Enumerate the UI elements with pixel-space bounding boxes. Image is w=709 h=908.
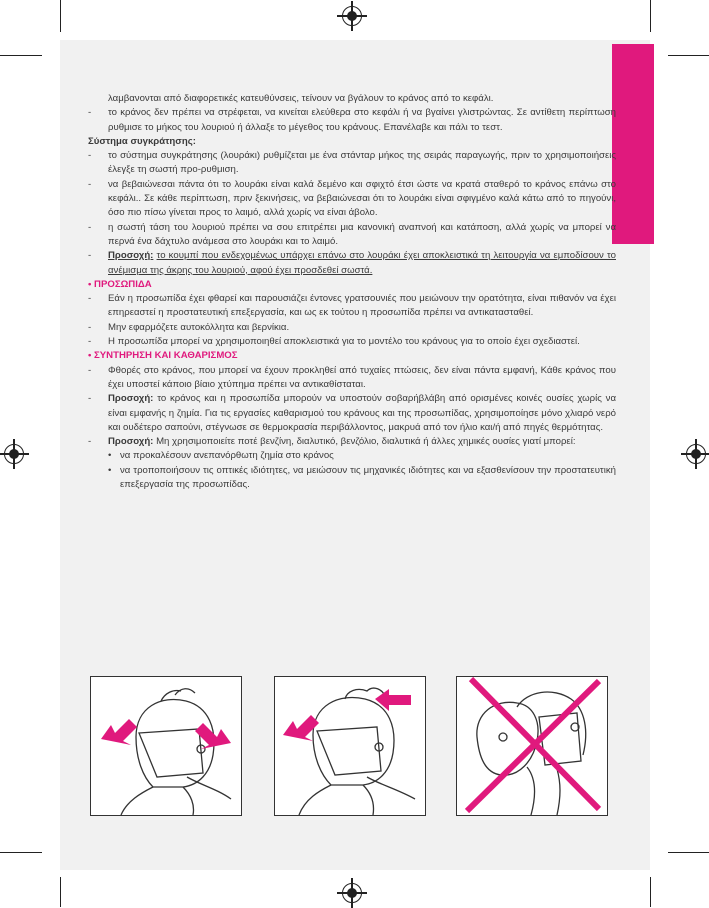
helmet-illustration-icon (91, 677, 241, 815)
list-item-warning: - Προσοχή: το κράνος και η προσωπίδα μπορούν να υποστούν σοβαρήβλάβη από ορισμένες κοινές ουσίες χωρίς να είναι εμφανής η ζημία. Για τις εργασίες καθαρισμού του κράνους και της προσωπίδας, χρησιμοποίησε μόνο χλιαρό νερό και ουδέτερο σαπούνι, στέγνωσε σε θερμοκρασία περιβάλλοντος, μακρυά από τον ήλιο και/ή από πηγές θερμότητας. (88, 393, 616, 433)
body-text (88, 92, 616, 492)
section-tab (612, 44, 654, 244)
crop-mark (60, 877, 61, 907)
list-item-warning: - Προσοχή: Μη χρησιμοποιείτε ποτέ βενζίνη, διαλυτικό, βενζόλιο, διαλυτικά ή άλλες χημικές ουσίες γιατί μπορεί: (88, 436, 576, 448)
list-item: - το σύστημα συγκράτησης (λουράκι) ρυθμίζεται με ένα στάνταρ μήκος της σειράς παραγωγής, πριν το χρησιμοποιήσεις έλεγξε τη σωστή προ-ρυθμιση. (88, 150, 616, 176)
sub-list-item: • να τροποποιήσουν τις οπτικές ιδιότητες, να μειώσουν τις μηχανικές ιδιότητες και να εξασθενίσουν την προστατευτική επεξεργασία της προσωπίδας. (108, 464, 616, 491)
list-item: - η σωστή τάση του λουριού πρέπει να σου επιτρέπει μια κανονική αναπνοή και κατάποση, αλλά χωρίς να μπορεί να περνά ένα δάχτυλο ανάμεσα στο λουράκι και το λαιμό. (88, 221, 616, 247)
list-item: - να βεβαιώνεσαι πάντα ότι το λουράκι είναι καλά δεμένο και σφιχτό έτσι ώστε να κρατά σταθερό το κράνος επάνω στο κεφάλι.. Σε κάθε περίπτωση, πριν ξεκινήσεις, να βεβαιώνεσαι ότι το λουράκι είναι σφιγμένο καλά κάτω από το πηγούνι, όσο πιο πίσω γίνεται προς το λαιμό, αλλά χωρίς να είναι άβολο. (88, 178, 616, 219)
figure-helmet-removal-test-1 (90, 676, 242, 816)
crop-mark (0, 55, 42, 56)
list-item: - Εάν η προσωπίδα έχει φθαρεί και παρουσιάζει έντονες γρατσουνιές που μειώνουν την ορατότητα, είναι πιθανόν να έχει επηρεαστεί η προστατευτική επεξεργασία, και ως εκ τούτου η προσωπίδα πρέπει να αντικατασταθεί. (88, 293, 616, 319)
heading-maintenance: • ΣΥΝΤΗΡΗΣΗ ΚΑΙ ΚΑΘΑΡΙΣΜΟΣ (88, 350, 238, 362)
crop-mark (668, 55, 709, 56)
figure-incorrect-removal (456, 676, 608, 816)
crop-mark (0, 852, 42, 853)
list-item: - Η προσωπίδα μπορεί να χρησιμοποιηθεί αποκλειστικά για το μοντέλο του κράνους για το οποίο έχει σχεδιαστεί. (88, 336, 580, 348)
list-item-warning: - Προσοχή: το κουμπί που ενδεχομένως υπάρχει επάνω στο λουράκι έχει αποκλειστικά τη λειτουργία να εμποδίσουν το ανέμισμα της άκρης του λουριού, αφού έχει προσδεθεί σωστά. (88, 250, 616, 276)
heading-retention-system: Σύστημα συγκράτησης: (88, 135, 196, 147)
list-item: - το κράνος δεν πρέπει να στρέφεται, να κινείται ελεύθερα στο κεφάλι ή να βγαίνει γλιστρώντας. Σε αντίθετη περίπτωση ρυθμισε το μήκος του λουριού ή άλλαξε το μέγεθος του κράνους. Επανέλαβε και πάλι το τεστ. (88, 107, 616, 133)
crop-mark (668, 852, 709, 853)
registration-mark-icon (342, 6, 362, 26)
list-item: - Φθορές στο κράνος, που μπορεί να έχουν προκληθεί από τυχαίες πτώσεις, δεν είναι πάντα εμφανή, Κάθε κράνος που έχει υποστεί κάποιο βίαιο χτύπημα πρέπει να αντικαθίσταται. (88, 364, 616, 390)
registration-mark-icon (4, 444, 24, 464)
crop-mark (650, 877, 651, 907)
sub-list-item: • να προκαλέσουν ανεπανόρθωτη ζημία στο κράνος (108, 450, 334, 462)
helmet-illustration-icon (275, 677, 425, 815)
crop-mark (60, 0, 61, 32)
list-item: - Μην εφαρμόζετε αυτοκόλλητα και βερνίκια. (88, 321, 290, 333)
paragraph-continuation: λαμβανονται από διαφορετικές κατευθύνσεις, τείνουν να βγάλουν το κράνος από το κεφάλι. (108, 93, 494, 104)
registration-mark-icon (342, 883, 362, 903)
crop-mark (650, 0, 651, 32)
figure-helmet-removal-test-2 (274, 676, 426, 816)
helmet-illustration-icon (457, 677, 607, 815)
heading-visor: • ΠΡΟΣΩΠΙΔΑ (88, 278, 152, 290)
registration-mark-icon (686, 444, 706, 464)
